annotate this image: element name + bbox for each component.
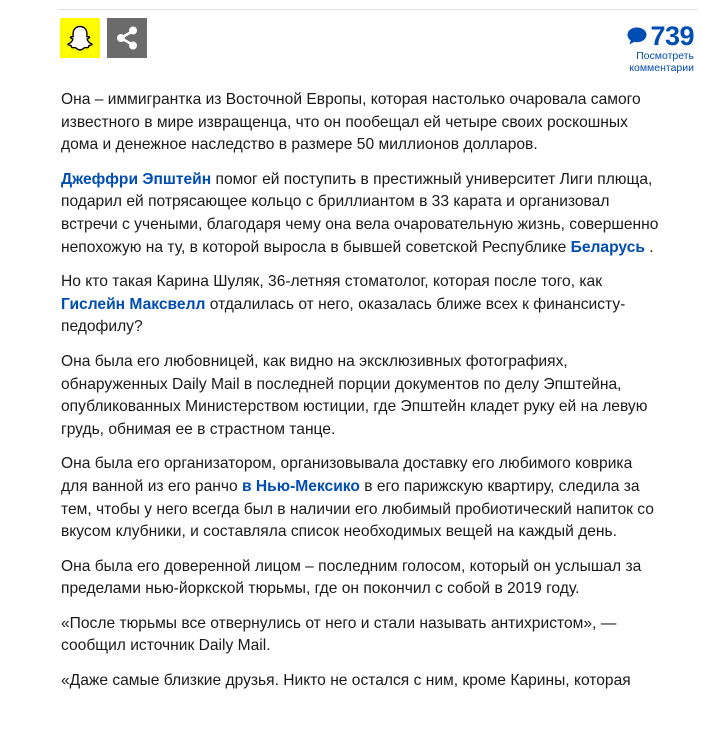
paragraph-5 — [61, 453, 661, 543]
paragraph-2 — [61, 169, 661, 259]
paragraph-3-text-2: отдалилась от него, оказалась ближе всех к финансисту-педофилу? — [61, 295, 626, 336]
top-divider — [58, 9, 698, 10]
paragraph-8: «Даже самые близкие друзья. Никто не остался с ним, кроме Карины, которая — [61, 672, 631, 690]
comments-label-line2[interactable]: комментарии — [629, 62, 694, 74]
share-bar — [60, 18, 147, 58]
article-body — [61, 89, 661, 705]
paragraph-6: Она была его доверенной лицом – последним голосом, который он услышал за пределами нью-йоркской тюрьмы, где он покончил с собой в 2019 году. — [61, 557, 642, 598]
paragraph-5-text-1: Она была его организатором, организовывала доставку его любимого коврика для ванной из его ранчо — [61, 455, 633, 495]
paragraph-3 — [61, 271, 661, 339]
link-new-mexico[interactable]: в Нью-Мексико — [242, 477, 360, 495]
comments-label-line1[interactable]: Посмотреть — [636, 50, 694, 62]
paragraph-2-text-1: помог ей поступить в престижный университет Лиги плюща, подарил ей потрясающее кольцо с бриллиантом в 33 карата и организовал встречи с учеными, благодаря чему она вела очаровательную жизнь, совершенно непохожую на ту, в которой выросла в бывшей советской Республике — [61, 170, 659, 256]
share-icon — [114, 25, 140, 51]
link-belarus[interactable]: Беларусь — [570, 238, 645, 256]
snapchat-share-button[interactable] — [60, 18, 100, 58]
paragraph-1: Она – иммигрантка из Восточной Европы, которая настолько очаровала самого известного в мире извращенца, что он пообещал ей четыре своих роскошных дома и денежное наследство в размере 50 миллионов долларов. — [61, 91, 641, 154]
speech-bubble-icon — [626, 26, 648, 46]
link-ghislaine-maxwell[interactable]: Гислейн Максвелл — [61, 295, 206, 313]
link-jeffrey-epstein[interactable]: Джеффри Эпштейн — [61, 170, 212, 188]
share-button[interactable] — [107, 18, 147, 58]
comment-count[interactable]: 739 — [650, 21, 694, 51]
paragraph-5-text-2: в его парижскую квартиру, следила за тем, чтобы у него всегда был в наличии его любимый пробиотический напиток со вкусом клубники, и составляла список необходимых вещей на каждый день. — [61, 477, 654, 541]
paragraph-4: Она была его любовницей, как видно на эксклюзивных фотографиях, обнаруженных Daily Mail в последней порции документов по делу Эпштейна, опубликованных Министерством юстиции, где Эпштейн кладет руку ей на левую грудь, обнимая ее в страстном танце. — [61, 352, 648, 438]
paragraph-7: «После тюрьмы все отвернулись от него и стали называть антихристом», — сообщил источник Daily Mail. — [61, 614, 617, 655]
snapchat-ghost-icon — [66, 24, 94, 52]
paragraph-3-text-1: Но кто такая Карина Шуляк, 36-летняя стоматолог, которая после того, как — [61, 273, 603, 291]
paragraph-2-text-2: . — [644, 238, 654, 256]
comments-link[interactable] — [604, 22, 694, 74]
